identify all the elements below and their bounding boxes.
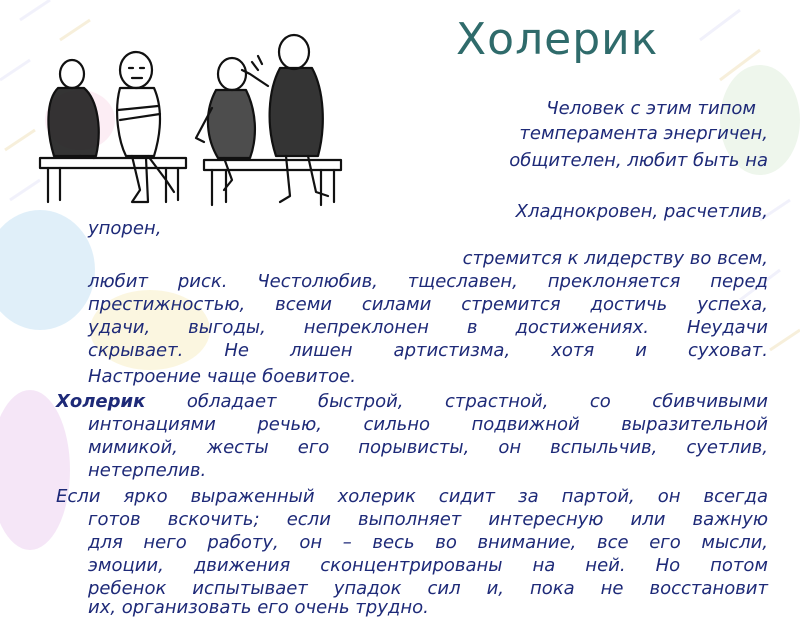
slide-title: Холерик bbox=[456, 14, 659, 65]
text-line-1: Человек с этим типом bbox=[546, 98, 756, 119]
paragraph-3-line-4: эмоции, движения сконцентрированы на ней. Но потом bbox=[88, 555, 768, 576]
text-line-8: престижностью, всеми силами стремится достичь успеха, bbox=[88, 294, 768, 315]
text-line-9: удачи, выгоды, непреклонен в достижениях. Неудачи bbox=[88, 317, 768, 338]
text-line-7: любит риск. Честолюбив, тщеславен, преклоняется перед bbox=[88, 271, 768, 292]
paragraph-2-line-2: интонациями речью, сильно подвижной выразительной bbox=[88, 414, 768, 435]
keyword-choleric: Холерик bbox=[56, 391, 146, 412]
text-line-2: темперамента энергичен, bbox=[519, 123, 768, 144]
text-line-4: Хладнокровен, расчетлив, bbox=[515, 201, 768, 222]
text-line-10: скрывает. Не лишен артистизма, хотя и суховат. bbox=[88, 340, 768, 361]
paragraph-3-line-3: для него работу, он – весь во внимание, все его мысли, bbox=[88, 532, 768, 553]
paragraph-2-line-4: нетерпелив. bbox=[88, 460, 207, 481]
text-line-5: упорен, bbox=[88, 218, 162, 239]
paragraph-3-line-6: их, организовать его очень трудно. bbox=[88, 597, 429, 618]
paragraph-2-line-1 bbox=[56, 391, 768, 413]
paragraph-3-line-2: готов вскочить; если выполняет интересную или важную bbox=[88, 509, 768, 530]
paragraph-2-line-3: мимикой, жесты его порывисты, он вспыльчив, суетлив, bbox=[88, 437, 768, 458]
paragraph-3-line-1: Если ярко выраженный холерик сидит за партой, он всегда bbox=[56, 486, 768, 507]
text-line-3: общителен, любит быть на bbox=[509, 150, 768, 171]
paragraph-2-line-1-rest: обладает быстрой, страстной, со сбивчивыми bbox=[145, 391, 768, 412]
text-line-6: стремится к лидерству во всем, bbox=[462, 248, 768, 269]
paragraph-3-line-5: ребенок испытывает упадок сил и, пока не восстановит bbox=[88, 578, 768, 599]
cartoon-illustration bbox=[36, 30, 346, 210]
text-line-11: Настроение чаще боевитое. bbox=[88, 366, 356, 387]
